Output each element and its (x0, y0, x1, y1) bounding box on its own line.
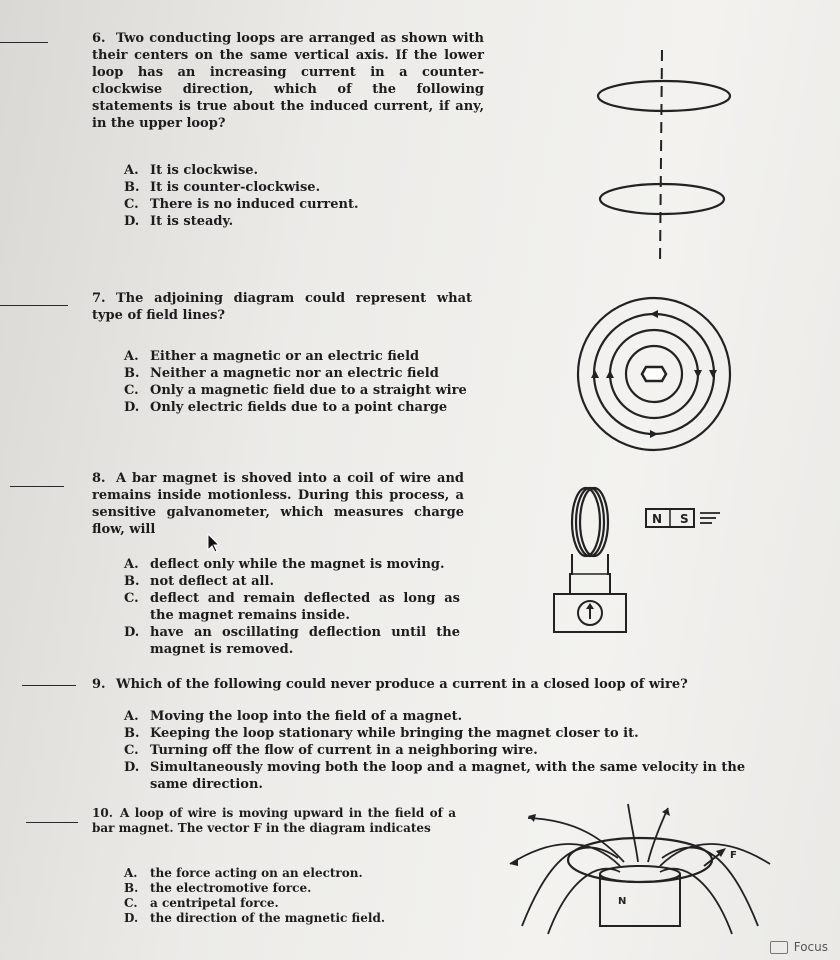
question-stem: 9. Which of the following could never produce a current in a closed loop of wire? (92, 677, 688, 692)
choice-c[interactable]: C. There is no induced current. (124, 197, 359, 212)
choice-c[interactable]: C. deflect and remain deflected as long as the magnet remains inside. (124, 591, 460, 623)
question-8 (92, 470, 464, 538)
choice-a[interactable]: A. It is clockwise. (124, 163, 259, 178)
coil-galvanometer-diagram (548, 484, 628, 640)
choice-c[interactable]: C. a centripetal force. (124, 896, 279, 910)
choices-q9 (124, 708, 764, 793)
question-10 (92, 806, 456, 836)
choice-d[interactable]: D. Simultaneously moving both the loop and a magnet, with the same velocity in the same direction. (124, 760, 746, 792)
question-number: 9. (92, 677, 106, 692)
question-number: 6. (92, 31, 106, 46)
choice-d[interactable]: D. Only electric fields due to a point charge (124, 400, 448, 415)
choice-b[interactable]: B. Keeping the loop stationary while bringing the magnet closer to it. (124, 726, 639, 741)
focus-icon (770, 941, 788, 954)
question-stem: 10. A loop of wire is moving upward in the field of a bar magnet. The vector F in the diagram indicates (92, 806, 456, 835)
choice-b[interactable]: B. Neither a magnetic nor an electric field (124, 366, 439, 381)
choices-q6 (124, 162, 424, 230)
choices-q7 (124, 348, 484, 416)
choice-d[interactable]: D. the direction of the magnetic field. (124, 911, 386, 925)
choice-b[interactable]: B. It is counter-clockwise. (124, 180, 321, 195)
choice-c[interactable]: C. Only a magnetic field due to a straight wire (124, 383, 467, 398)
north-pole-label: N (618, 896, 627, 907)
north-pole-label: N (652, 512, 663, 526)
question-6 (92, 30, 484, 132)
magnet-field-loop-diagram (508, 800, 772, 940)
choice-d[interactable]: D. have an oscillating deflection until the magnet is removed. (124, 625, 460, 657)
two-loops-diagram (596, 44, 746, 270)
mouse-cursor-icon (200, 532, 222, 554)
choice-d[interactable]: D. It is steady. (124, 214, 234, 229)
choice-a[interactable]: A. deflect only while the magnet is moving. (124, 557, 445, 572)
answer-blank-q6[interactable] (0, 42, 48, 43)
question-9 (92, 676, 792, 693)
choices-q8 (124, 556, 460, 658)
question-number: 7. (92, 291, 106, 306)
question-stem: 6. Two conducting loops are arranged as shown with their centers on the same vertical axis. If the lower loop has an increasing current in a counter-clockwise direction, which of the following statements is true about the induced current, if any, in the upper loop? (92, 31, 484, 131)
choice-c[interactable]: C. Turning off the flow of current in a neighboring wire. (124, 743, 538, 758)
focus-button[interactable] (770, 940, 828, 954)
bar-magnet-diagram (644, 506, 724, 532)
question-stem: 8. A bar magnet is shoved into a coil of wire and remains inside motionless. During this process, a sensitive galvanometer, which measures charge flow, will (92, 471, 464, 537)
question-number: 10. (92, 806, 113, 820)
choice-b[interactable]: B. not deflect at all. (124, 574, 274, 589)
concentric-field-lines-diagram (574, 294, 734, 454)
force-label: F (730, 850, 737, 861)
choice-b[interactable]: B. the electromotive force. (124, 881, 312, 895)
choice-a[interactable]: A. Either a magnetic or an electric field (124, 349, 420, 364)
answer-blank-q10[interactable] (26, 822, 78, 823)
question-7 (92, 290, 472, 324)
question-stem: 7. The adjoining diagram could represent what type of field lines? (92, 291, 472, 323)
answer-blank-q9[interactable] (22, 685, 76, 686)
focus-label: Focus (793, 940, 828, 954)
answer-blank-q8[interactable] (10, 486, 64, 487)
answer-blank-q7[interactable] (0, 305, 68, 306)
question-number: 8. (92, 471, 106, 486)
south-pole-label: S (680, 512, 689, 526)
choices-q10 (124, 866, 424, 926)
choice-a[interactable]: A. the force acting on an electron. (124, 866, 363, 880)
choice-a[interactable]: A. Moving the loop into the field of a magnet. (124, 709, 463, 724)
